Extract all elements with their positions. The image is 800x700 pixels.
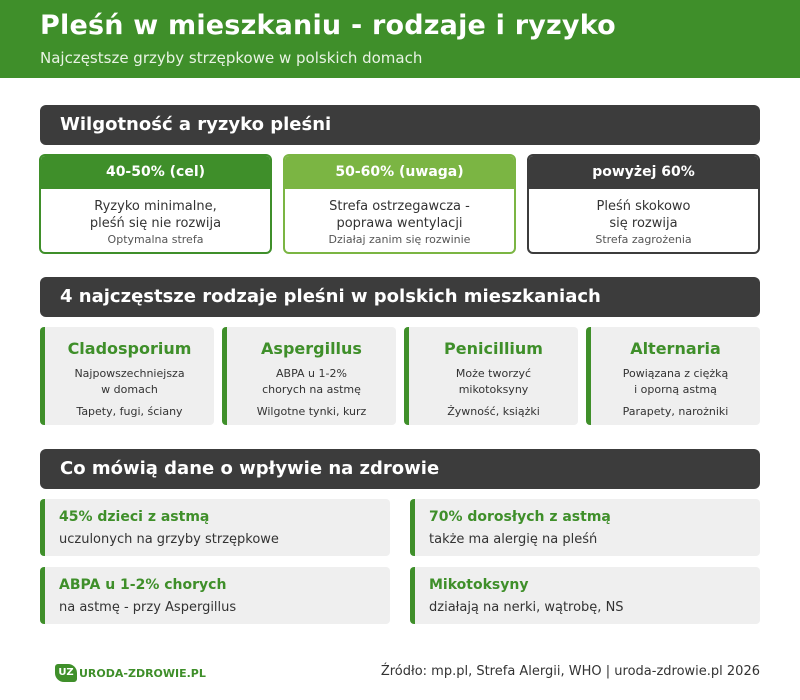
health-stat-text: działają na nerki, wątrobę, NS xyxy=(429,600,624,615)
humidity-card-line: Strefa ostrzegawcza - xyxy=(329,199,470,214)
humidity-card-heading: powyżej 60% xyxy=(529,156,758,189)
mold-location: Parapety, narożniki xyxy=(622,405,729,418)
mold-description xyxy=(227,366,396,398)
health-stat-title: 70% dorosłych z astmą xyxy=(429,509,611,525)
logo-text: URODA-ZDROWIE.PL xyxy=(79,666,206,680)
health-stat-text: na astmę - przy Aspergillus xyxy=(59,600,237,615)
humidity-card-line: się rozwija xyxy=(609,216,678,231)
humidity-card-warning xyxy=(283,154,516,254)
mold-description-line: w domach xyxy=(101,383,158,396)
health-stat-adults-asthma xyxy=(410,499,760,556)
mold-card-penicillium xyxy=(404,327,578,425)
mold-description xyxy=(591,366,760,398)
health-stat-children-asthma xyxy=(40,499,390,556)
humidity-card-note: Strefa zagrożenia xyxy=(595,233,692,246)
mold-name: Cladosporium xyxy=(67,339,192,358)
section-health-heading: Co mówią dane o wpływie na zdrowie xyxy=(40,449,760,489)
health-stat-text: uczulonych na grzyby strzępkowe xyxy=(59,532,279,547)
mold-location: Tapety, fugi, ściany xyxy=(76,405,183,418)
health-stat-mycotoxins xyxy=(410,567,760,624)
mold-description-line: mikotoksyny xyxy=(458,383,529,396)
humidity-card-line: Ryzyko minimalne, xyxy=(94,199,217,214)
page-title: Pleśń w mieszkaniu - rodzaje i ryzyko xyxy=(40,10,616,41)
mold-description-line: Powiązana z ciężką xyxy=(622,367,729,380)
health-stat-title: ABPA u 1-2% chorych xyxy=(59,577,227,593)
health-stat-title: Mikotoksyny xyxy=(429,577,529,593)
section-types-heading: 4 najczęstsze rodzaje pleśni w polskich mieszkaniach xyxy=(40,277,760,317)
site-logo[interactable] xyxy=(55,664,206,682)
page-subtitle: Najczęstsze grzyby strzępkowe w polskich domach xyxy=(40,49,423,67)
mold-card-alternaria xyxy=(586,327,760,425)
mold-name: Aspergillus xyxy=(261,339,362,358)
mold-card-aspergillus xyxy=(222,327,396,425)
humidity-card-line: pleśń się nie rozwija xyxy=(89,216,222,231)
mold-description xyxy=(409,366,578,398)
mold-name: Alternaria xyxy=(630,339,721,358)
humidity-card-heading: 40-50% (cel) xyxy=(41,156,270,189)
humidity-card-danger xyxy=(527,154,760,254)
header-banner xyxy=(0,0,800,78)
humidity-card-line: Pleśń skokowo xyxy=(596,199,691,214)
logo-icon: UZ xyxy=(55,664,77,682)
mold-name: Penicillium xyxy=(444,339,543,358)
mold-description-line: Najpowszechniejsza xyxy=(74,367,185,380)
health-stat-text: także ma alergię na pleśń xyxy=(429,532,598,547)
humidity-card-description xyxy=(285,198,514,232)
mold-description-line: Może tworzyć xyxy=(455,367,532,380)
source-credit: Źródło: mp.pl, Strefa Alergii, WHO | uroda-zdrowie.pl 2026 xyxy=(380,664,760,679)
mold-description-line: chorych na astmę xyxy=(262,383,361,396)
section-humidity-heading: Wilgotność a ryzyko pleśni xyxy=(40,105,760,145)
humidity-card-note: Działaj zanim się rozwinie xyxy=(328,233,471,246)
health-stat-abpa xyxy=(40,567,390,624)
humidity-card-description xyxy=(41,198,270,232)
mold-description xyxy=(45,366,214,398)
humidity-card-line: poprawa wentylacji xyxy=(336,216,463,231)
humidity-card-description xyxy=(529,198,758,232)
mold-card-cladosporium xyxy=(40,327,214,425)
mold-location: Żywność, książki xyxy=(447,405,540,418)
mold-location: Wilgotne tynki, kurz xyxy=(256,405,367,418)
health-stat-title: 45% dzieci z astmą xyxy=(59,509,210,525)
mold-description-line: i oporną astmą xyxy=(634,383,717,396)
humidity-card-note: Optymalna strefa xyxy=(107,233,204,246)
humidity-card-heading: 50-60% (uwaga) xyxy=(285,156,514,189)
humidity-card-target xyxy=(39,154,272,254)
mold-description-line: ABPA u 1-2% xyxy=(276,367,347,380)
